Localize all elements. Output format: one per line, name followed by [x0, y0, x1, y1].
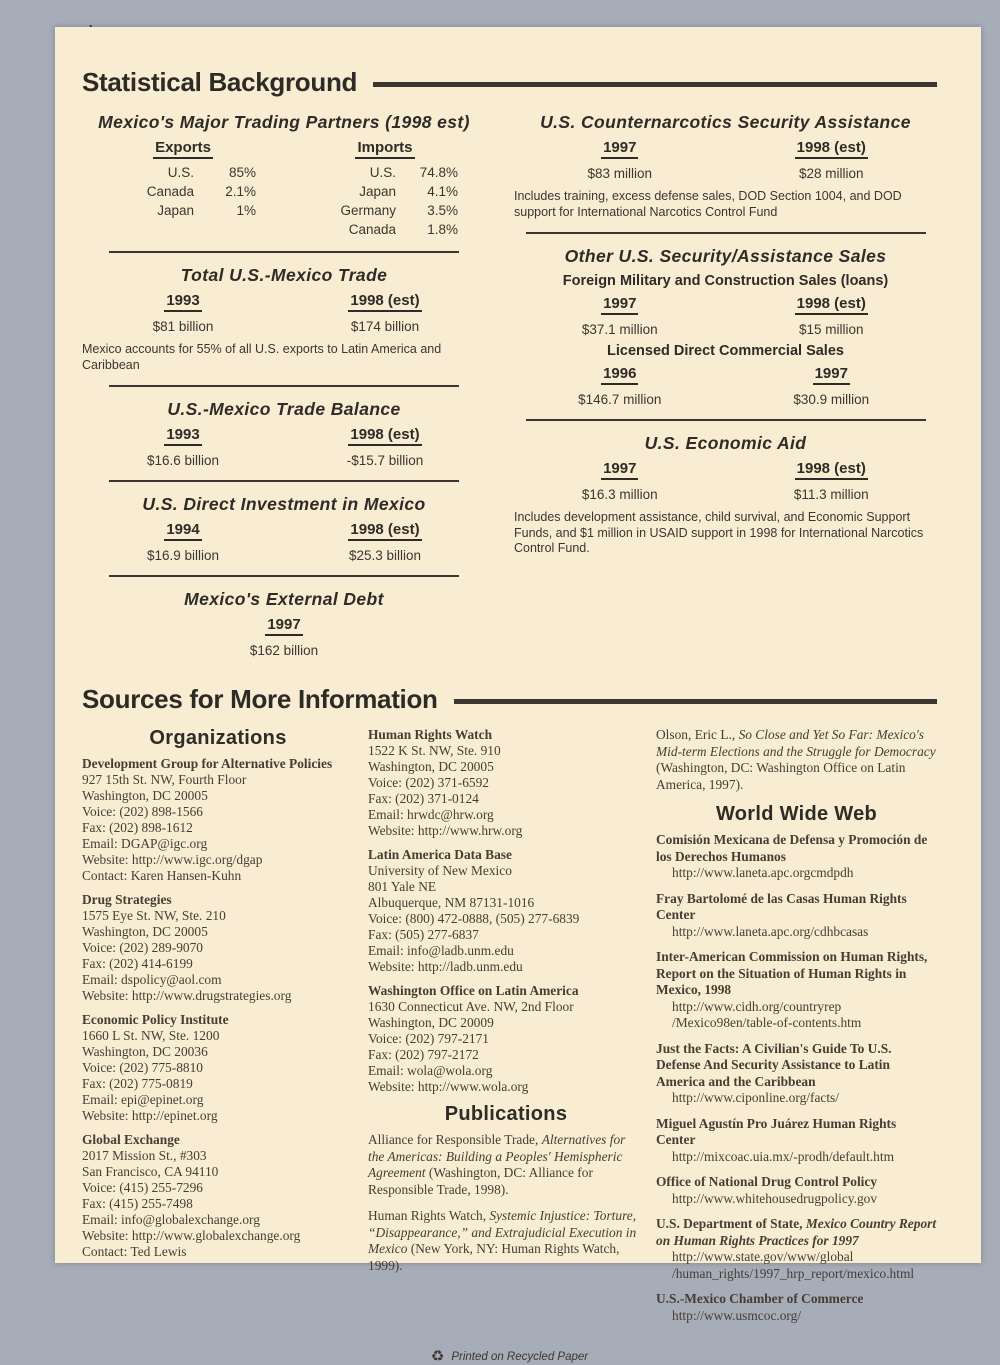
partner-country: Canada — [348, 222, 396, 237]
statistical-background-header — [82, 67, 937, 98]
organization-detail-line: 1630 Connecticut Ave. NW, 2nd Floor — [368, 999, 574, 1014]
web-resource-title — [656, 832, 937, 865]
stat-note: Includes training, excess defense sales, DOD Section 1004, and DOD support for International Narcotics Control Fund — [514, 189, 902, 219]
web-resource-title — [656, 1116, 937, 1149]
organization-detail-line: Fax: (202) 775-0819 — [82, 1076, 193, 1091]
publication-entry — [368, 1132, 644, 1198]
web-resources-list — [656, 832, 937, 1324]
stat-cell — [726, 460, 938, 502]
organization-detail-line: 801 Yale NE — [368, 879, 437, 894]
organization-detail-line: Voice: (800) 472-0888, (505) 277-6839 — [368, 911, 580, 926]
stat-cell — [726, 365, 938, 407]
organizations-heading: Organizations — [149, 727, 287, 749]
web-resource-entry — [656, 832, 937, 882]
web-resource-report-title: Mexico Country Report on Human Rights Practices for 1997 — [656, 1216, 937, 1248]
year-label: 1998 (est) — [795, 460, 868, 480]
organization-entry — [368, 847, 644, 975]
publication-title: Systemic Injustice: Torture, “Disappearance,” and Extrajudicial Execution in Mexico — [368, 1208, 637, 1256]
organization-entry — [368, 983, 644, 1095]
organization-detail-line: Voice: (202) 898-1566 — [82, 804, 203, 819]
statistics-right-column — [514, 110, 937, 658]
stat-block-security-sales — [514, 246, 937, 407]
imports-column — [284, 139, 486, 239]
stat-block-trading-partners — [82, 112, 486, 239]
organization-entry — [82, 1012, 354, 1124]
organization-detail-line: Contact: Karen Hansen-Kuhn — [82, 868, 242, 883]
stat-block-total-trade — [82, 265, 486, 373]
organization-detail-line: Fax: (202) 898-1612 — [82, 820, 193, 835]
organization-detail-line: Fax: (202) 414-6199 — [82, 956, 193, 971]
stat-block-counternarcotics — [514, 112, 937, 220]
page — [55, 27, 981, 1365]
organization-detail-line: University of New Mexico — [368, 863, 512, 878]
stat-value: $16.6 billion — [146, 453, 220, 468]
organization-detail-line: Website: http://www.globalexchange.org — [82, 1228, 301, 1243]
partner-row — [82, 182, 284, 201]
organization-detail-line: Email: hrwdc@hrw.org — [368, 807, 494, 822]
publication-citation-text: (Washington, DC: Alliance for Responsible Trade, 1998). — [368, 1165, 593, 1197]
stat-cell — [514, 365, 726, 407]
web-resource-name: Office of National Drug Control Policy — [656, 1174, 878, 1189]
web-resource-name: Fray Bartolomé de las Casas Human Rights Center — [656, 890, 907, 922]
web-resource-entry — [656, 1041, 937, 1107]
web-resource-url: /human_rights/1997_hrp_report/mexico.html — [672, 1265, 915, 1281]
sources-columns — [82, 727, 937, 1333]
web-resource-title — [656, 949, 937, 999]
stat-title: Mexico's External Debt — [184, 589, 384, 609]
organization-detail-line: Washington, DC 20009 — [368, 1015, 494, 1030]
stat-cell — [284, 292, 486, 334]
sources-column-1 — [82, 727, 354, 1333]
organization-name: Development Group for Alternative Policies — [82, 756, 333, 771]
statistics-left-column — [82, 110, 486, 658]
organization-detail-line: San Francisco, CA 94110 — [82, 1164, 219, 1179]
publications-heading: Publications — [444, 1103, 568, 1125]
organization-detail-line: Washington, DC 20036 — [82, 1044, 208, 1059]
web-resource-title — [656, 1174, 937, 1191]
organization-detail-line: 927 15th St. NW, Fourth Floor — [82, 772, 247, 787]
organization-detail-line: Voice: (202) 775-8810 — [82, 1060, 203, 1075]
publication-title: So Close and Yet So Far: Mexico's Mid-term Elections and the Struggle for Democracy — [656, 727, 936, 759]
web-resource-entry — [656, 949, 937, 1032]
partner-percentage: 4.1% — [427, 184, 458, 199]
world-wide-web-heading: World Wide Web — [715, 803, 878, 825]
year-label: 1997 — [813, 365, 850, 385]
stat-title: U.S. Economic Aid — [644, 433, 807, 453]
exports-label: Exports — [153, 139, 213, 159]
partner-row — [284, 220, 486, 239]
stat-value: $174 billion — [350, 319, 420, 334]
partner-country: U.S. — [167, 165, 194, 180]
partner-percentage: 1.8% — [427, 222, 458, 237]
organization-detail-line: Contact: Ted Lewis — [82, 1244, 187, 1259]
web-resource-name: U.S. Department of State, — [656, 1216, 806, 1231]
organization-detail-line: Washington, DC 20005 — [82, 788, 208, 803]
year-label: 1997 — [601, 295, 638, 315]
web-resource-title — [656, 891, 937, 924]
divider — [109, 575, 459, 577]
year-label: 1998 (est) — [795, 139, 868, 159]
year-label: 1998 (est) — [348, 521, 421, 541]
stat-subtitle: Foreign Military and Construction Sales (loans) — [562, 273, 889, 289]
divider — [109, 480, 459, 482]
organization-detail-line: Voice: (202) 797-2171 — [368, 1031, 489, 1046]
statistics-columns — [82, 110, 937, 658]
stat-cell — [726, 295, 938, 337]
stat-cell — [514, 295, 726, 337]
stat-value: $37.1 million — [581, 322, 658, 337]
web-resource-url: http://www.whitehousedrugpolicy.gov — [672, 1190, 878, 1206]
partner-row — [284, 182, 486, 201]
partner-percentage: 1% — [236, 203, 256, 218]
stat-value: $16.3 million — [581, 487, 658, 502]
stat-values — [514, 365, 937, 407]
stat-block-direct-investment — [82, 494, 486, 563]
organization-detail-line: Fax: (415) 255-7498 — [82, 1196, 193, 1211]
imports-label: Imports — [355, 139, 414, 159]
organization-detail-line: Voice: (202) 371-6592 — [368, 775, 489, 790]
publication-entry — [368, 1208, 644, 1274]
divider — [526, 232, 926, 234]
stat-cell — [82, 521, 284, 563]
stat-block-trade-balance — [82, 399, 486, 468]
web-resource-url: http://www.usmcoc.org/ — [672, 1307, 802, 1323]
web-resource-entry — [656, 891, 937, 941]
partner-percentage: 74.8% — [419, 165, 458, 180]
web-resource-name: Comisión Mexicana de Defensa y Promoción de los Derechos Humanos — [656, 832, 928, 864]
partner-country: Canada — [146, 184, 194, 199]
trading-partners-table — [82, 139, 486, 239]
stat-cell — [284, 521, 486, 563]
partner-row — [284, 163, 486, 182]
organization-detail-line: Email: wola@wola.org — [368, 1063, 493, 1078]
partner-country: Japan — [359, 184, 396, 199]
organization-detail-line: Washington, DC 20005 — [368, 759, 494, 774]
organization-detail-line: Fax: (202) 371-0124 — [368, 791, 479, 806]
web-resource-name: Inter-American Commission on Human Rights, Report on the Situation of Human Rights in Mexico, 1998 — [656, 949, 928, 997]
stat-title: U.S.-Mexico Trade Balance — [167, 399, 401, 419]
stat-values — [82, 616, 486, 658]
stat-value: $11.3 million — [793, 487, 869, 502]
year-label: 1993 — [164, 426, 201, 446]
partner-country: Germany — [340, 203, 396, 218]
stat-cell — [284, 426, 486, 468]
divider — [526, 419, 926, 421]
organization-detail-line: 1660 L St. NW, Ste. 1200 — [82, 1028, 220, 1043]
organization-detail-line: Website: http://www.hrw.org — [368, 823, 523, 838]
publication-citation-text: Olson, Eric L., — [656, 727, 739, 742]
organization-detail-line: Email: dspolicy@aol.com — [82, 972, 222, 987]
stat-block-external-debt — [82, 589, 486, 658]
year-label: 1997 — [601, 460, 638, 480]
sources-column-3 — [656, 727, 937, 1333]
stat-values — [82, 292, 486, 334]
recycle-icon: ♻ — [430, 1348, 445, 1365]
partner-percentage: 2.1% — [225, 184, 256, 199]
exports-rows — [82, 163, 284, 220]
organization-detail-line: Voice: (415) 255-7296 — [82, 1180, 203, 1195]
partner-percentage: 3.5% — [427, 203, 458, 218]
stat-cell — [82, 426, 284, 468]
stat-value: -$15.7 billion — [346, 453, 424, 468]
organization-detail-line: Website: http://www.drugstrategies.org — [82, 988, 292, 1003]
year-label: 1997 — [601, 139, 638, 159]
stat-values — [514, 460, 937, 502]
organization-entry — [82, 1132, 354, 1260]
organization-detail-line: Email: info@ladb.unm.edu — [368, 943, 514, 958]
organization-entry — [82, 892, 354, 1004]
partner-row — [82, 163, 284, 182]
organization-detail-line: Website: http://www.igc.org/dgap — [82, 852, 263, 867]
organization-name: Human Rights Watch — [368, 727, 493, 742]
web-resource-url: http://www.ciponline.org/facts/ — [672, 1090, 839, 1105]
year-label: 1996 — [601, 365, 638, 385]
organization-detail-line: Website: http://www.wola.org — [368, 1079, 529, 1094]
stat-value: $81 billion — [152, 319, 214, 334]
year-label: 1993 — [164, 292, 201, 312]
web-resource-url: http://www.cidh.org/countryrep — [672, 998, 842, 1014]
stat-cell — [82, 616, 486, 658]
stat-values — [82, 426, 486, 468]
divider — [109, 385, 459, 387]
organization-name: Economic Policy Institute — [82, 1012, 229, 1027]
stat-value: $146.7 million — [578, 392, 662, 407]
web-resource-url: http://mixcoac.uia.mx/-prodh/default.htm — [672, 1148, 895, 1164]
organization-detail-line: Albuquerque, NM 87131-1016 — [368, 895, 535, 910]
publication-citation-text: Human Rights Watch, — [368, 1208, 490, 1223]
organization-name: Washington Office on Latin America — [368, 983, 579, 998]
stat-cell — [514, 460, 726, 502]
stat-title: Total U.S.-Mexico Trade — [180, 265, 388, 285]
web-resource-url: http://www.state.gov/www/global — [672, 1249, 854, 1264]
partner-country: Japan — [157, 203, 194, 218]
organization-entry — [368, 727, 644, 839]
web-resource-entry — [656, 1291, 937, 1324]
stat-value: $15 million — [798, 322, 864, 337]
stat-cell — [514, 139, 726, 181]
organization-name: Latin America Data Base — [368, 847, 512, 862]
partner-row — [284, 201, 486, 220]
organization-detail-line: Washington, DC 20005 — [82, 924, 208, 939]
stat-title: Other U.S. Security/Assistance Sales — [564, 246, 887, 266]
web-resource-name: Miguel Agustín Pro Juárez Human Rights Center — [656, 1115, 897, 1147]
organization-detail-line: 2017 Mission St., #303 — [82, 1148, 207, 1163]
publications-list — [368, 1132, 644, 1274]
organization-name: Drug Strategies — [82, 892, 172, 907]
organization-detail-line: Fax: (202) 797-2172 — [368, 1047, 479, 1062]
footer — [82, 1347, 937, 1365]
section-title-statistical-background: Statistical Background — [82, 67, 358, 97]
stat-value: $83 million — [587, 166, 653, 181]
sources-header — [82, 684, 937, 715]
stat-value: $30.9 million — [793, 392, 870, 407]
stat-title: U.S. Counternarcotics Security Assistance — [540, 112, 911, 132]
organization-entry — [82, 756, 354, 884]
publication-citation-text: (Washington, DC: Washington Office on Latin America, 1997). — [656, 760, 906, 792]
stat-values — [82, 521, 486, 563]
stat-block-economic-aid — [514, 433, 937, 557]
publication-title: Alternatives for the Americas: Building a Peoples' Hemispheric Agreement — [368, 1132, 626, 1180]
stat-note: Includes development assistance, child survival, and Economic Support Funds, and $1 million in USAID support in 1998 for International Narcotics Control Fund. — [514, 510, 924, 555]
year-label: 1998 (est) — [795, 295, 868, 315]
heading-rule — [373, 82, 937, 87]
stat-value: $28 million — [798, 166, 864, 181]
publication-citation-text: Alliance for Responsible Trade, — [368, 1132, 542, 1147]
divider — [109, 251, 459, 253]
organizations-list-2 — [368, 727, 644, 1095]
year-label: 1998 (est) — [348, 426, 421, 446]
web-resource-title — [656, 1041, 937, 1091]
publication-citation-text: (New York, NY: Human Rights Watch, 1999). — [368, 1241, 620, 1273]
web-resource-title — [656, 1291, 937, 1308]
organization-detail-line: Website: http://epinet.org — [82, 1108, 218, 1123]
organization-detail-line: Voice: (202) 289-9070 — [82, 940, 203, 955]
stat-title: U.S. Direct Investment in Mexico — [142, 494, 426, 514]
web-resource-url: http://www.laneta.apc.orgcmdpdh — [672, 865, 854, 880]
organization-detail-line: 1522 K St. NW, Ste. 910 — [368, 743, 501, 758]
web-resource-entry — [656, 1174, 937, 1207]
stat-values — [514, 139, 937, 181]
stat-title: Mexico's Major Trading Partners (1998 est) — [98, 112, 470, 132]
organizations-list-1 — [82, 756, 354, 1260]
organization-detail-line: Email: info@globalexchange.org — [82, 1212, 260, 1227]
web-resource-url: /Mexico98en/table-of-contents.htm — [672, 1015, 862, 1030]
web-resource-url: http://www.laneta.apc.org/cdhbcasas — [672, 923, 869, 939]
stat-subtitle: Licensed Direct Commercial Sales — [607, 343, 844, 359]
heading-rule — [454, 699, 937, 704]
partner-country: U.S. — [369, 165, 396, 180]
stat-cell — [726, 139, 938, 181]
publications-list-continued — [656, 727, 937, 793]
stat-note: Mexico accounts for 55% of all U.S. exports to Latin America and Caribbean — [82, 342, 442, 372]
web-resource-name: Just the Facts: A Civilian's Guide To U.S. Defense And Security Assistance to Latin America and the Caribbean — [656, 1040, 892, 1089]
imports-rows — [284, 163, 486, 239]
partner-row — [82, 201, 284, 220]
stat-cell — [82, 292, 284, 334]
stat-value: $162 billion — [249, 643, 319, 658]
organization-detail-line: Email: DGAP@igc.org — [82, 836, 208, 851]
year-label: 1994 — [164, 521, 201, 541]
stat-values — [514, 295, 937, 337]
web-resource-entry — [656, 1216, 937, 1282]
year-label: 1998 (est) — [348, 292, 421, 312]
organization-name: Global Exchange — [82, 1132, 180, 1147]
organization-detail-line: Fax: (505) 277-6837 — [368, 927, 479, 942]
stat-value: $16.9 billion — [146, 548, 220, 563]
sources-column-2 — [368, 727, 644, 1333]
partner-percentage: 85% — [228, 165, 256, 180]
publication-entry — [656, 727, 937, 793]
footer-text: Printed on Recycled Paper — [451, 1351, 589, 1363]
exports-column — [82, 139, 284, 239]
organization-detail-line: Website: http://ladb.unm.edu — [368, 959, 523, 974]
organization-detail-line: 1575 Eye St. NW, Ste. 210 — [82, 908, 226, 923]
web-resource-name: U.S.-Mexico Chamber of Commerce — [656, 1291, 864, 1306]
web-resource-title — [656, 1216, 937, 1249]
section-title-sources: Sources for More Information — [82, 684, 438, 714]
year-label: 1997 — [265, 616, 302, 636]
web-resource-entry — [656, 1116, 937, 1166]
stat-value: $25.3 billion — [348, 548, 422, 563]
organization-detail-line: Email: epi@epinet.org — [82, 1092, 204, 1107]
